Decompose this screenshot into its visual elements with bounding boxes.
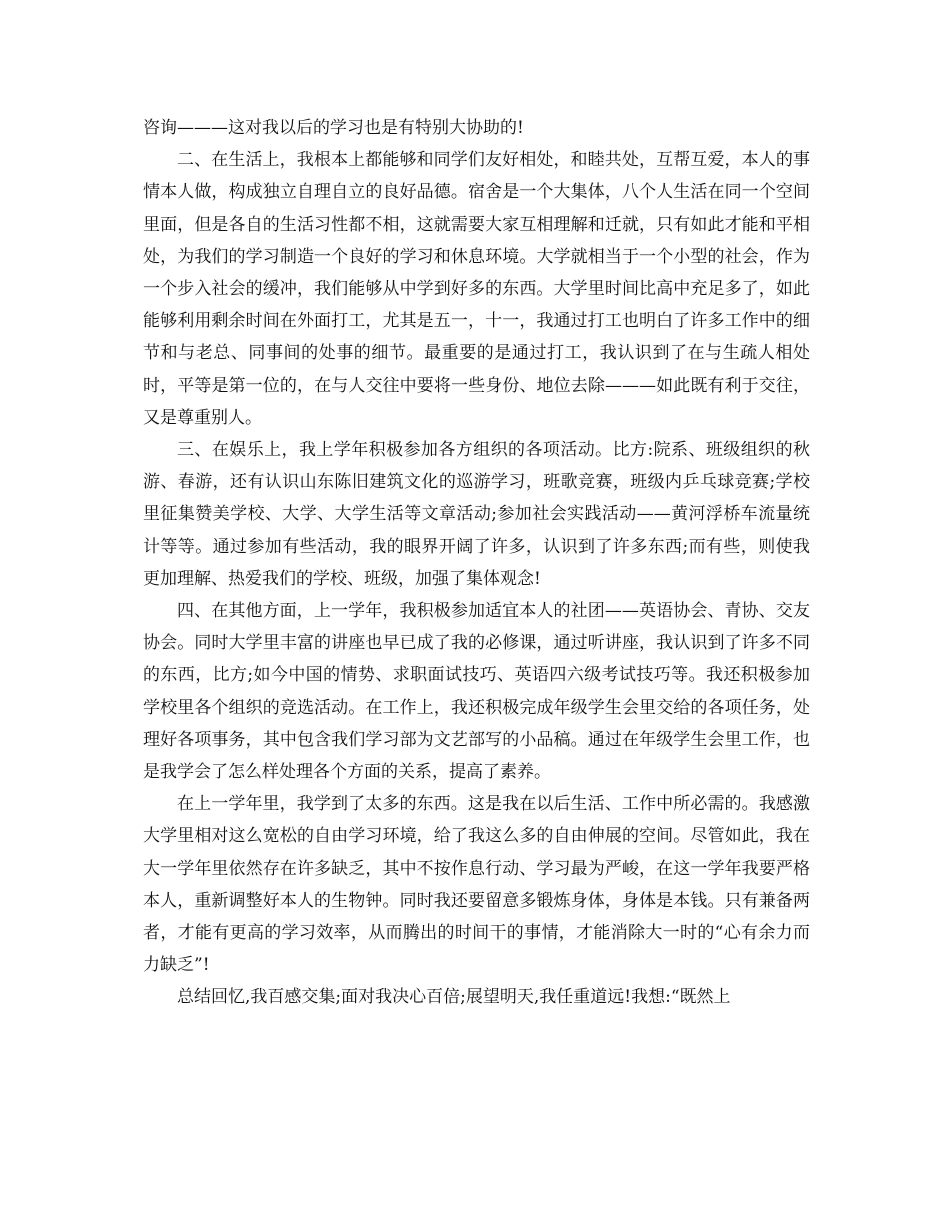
document-body [143, 112, 810, 1014]
paragraph-4: 四、在其他方面，上一学年，我积极参加适宜本人的社团——英语协会、青协、交友协会。同时大学里丰富的讲座也早已成了我的必修课，通过听讲座，我认识到了许多不同的东西，比方;如今中国的情势、求职面试技巧、英语四六级考试技巧等。我还积极参加学校里各个组织的竞选活动。在工作上，我还积极完成年级学生会里交给的各项任务，处理好各项事务，其中包含我们学习部为文艺部写的小品稿。通过在年级学生会里工作，也是我学会了怎么样处理各个方面的关系，提高了素养。 [143, 601, 810, 783]
paragraph-6: 总结回忆,我百感交集;面对我决心百倍;展望明天,我任重道远!我想:“既然上 [177, 987, 731, 1008]
paragraph-1: 咨询———这对我以后的学习也是有特别大协助的! [143, 118, 524, 138]
paragraph-5: 在上一学年里，我学到了太多的东西。这是我在以后生活、工作中所必需的。我感激大学里相对这么宽松的自由学习环境，给了我这么多的自由伸展的空间。尽管如此，我在大一学年里依然存在许多缺乏，其中不按作息行动、学习最为严峻，在这一学年我要严格本人，重新调整好本人的生物钟。同时我还要留意多锻炼身体，身体是本钱。只有兼备两者，才能有更高的学习效率，从而腾出的时间干的事情，才能消除大一时的“心有余力而力缺乏”! [143, 794, 810, 976]
paragraph-3: 三、在娱乐上，我上学年积极参加各方组织的各项活动。比方:院系、班级组织的秋游、春游，还有认识山东陈旧建筑文化的巡游学习，班歌竞赛，班级内乒乓球竞赛;学校里征集赞美学校、大学、大学生活等文章活动;参加社会实践活动——黄河浮桥车流量统计等等。通过参加有些活动，我的眼界开阔了许多，认识到了许多东西;而有些，则使我更加理解、热爱我们的学校、班级，加强了集体观念! [143, 440, 810, 589]
paragraph-2: 二、在生活上，我根本上都能够和同学们友好相处，和睦共处，互帮互爱，本人的事情本人做，构成独立自理自立的良好品德。宿舍是一个大集体，八个人生活在同一个空间里面，但是各自的生活习性都不相，这就需要大家互相理解和迁就，只有如此才能和平相处，为我们的学习制造一个良好的学习和休息环境。大学就相当于一个小型的社会，作为一个步入社会的缓冲，我们能够从中学到好多的东西。大学里时间比高中充足多了，如此能够利用剩余时间在外面打工，尤其是五一，十一，我通过打工也明白了许多工作中的细节和与老总、同事间的处事的细节。最重要的是通过打工，我认识到了在与生疏人相处时，平等是第一位的，在与人交往中要将一些身份、地位去除———如此既有利于交往，又是尊重别人。 [143, 150, 810, 428]
